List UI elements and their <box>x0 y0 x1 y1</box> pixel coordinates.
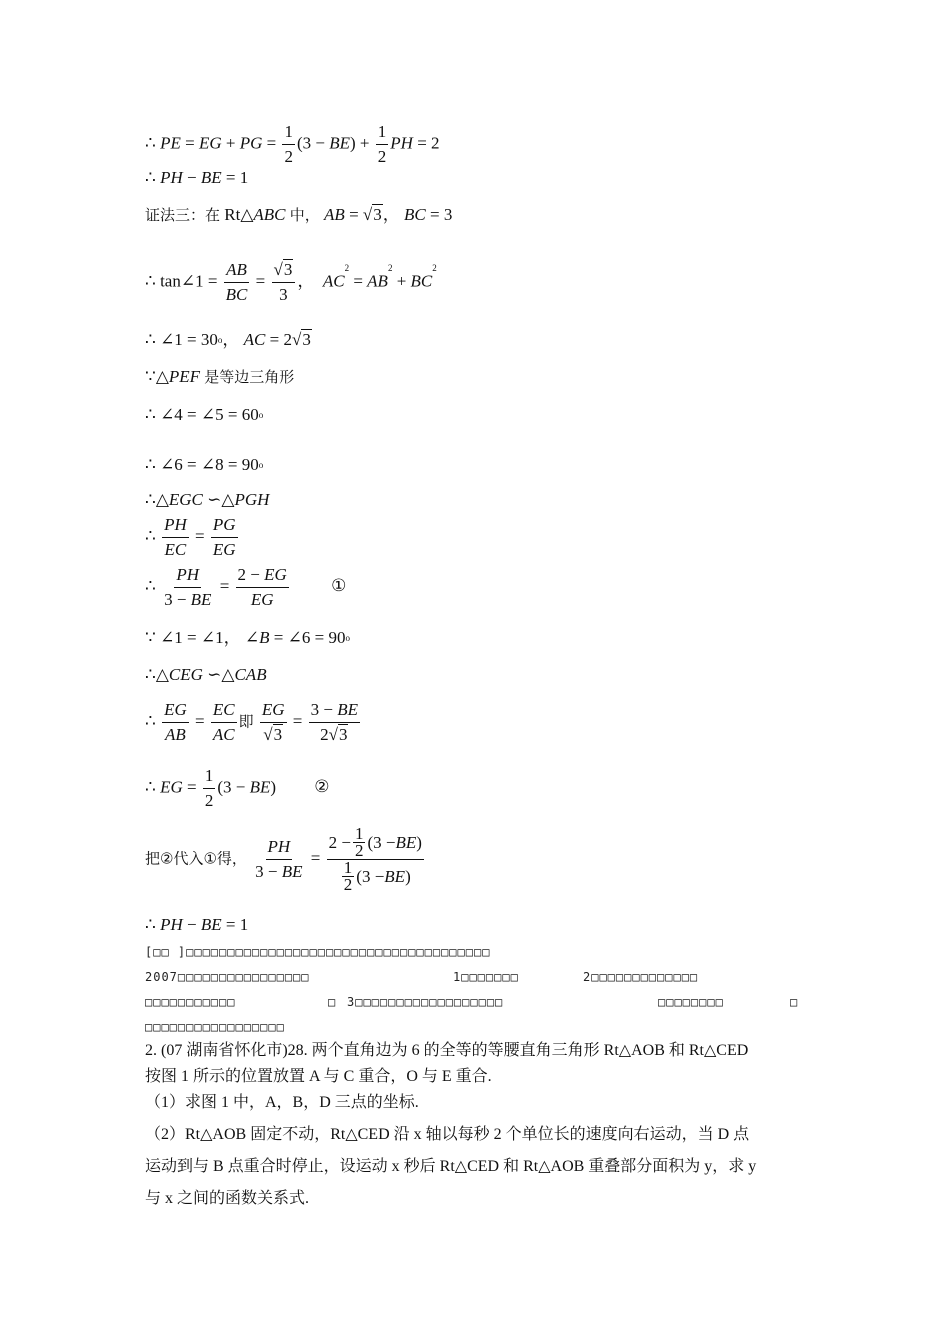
garbled-line-3: □□□□□□□□□□□ □ 3□□□□□□□□□□□□□□□□□□ □□□□□□□□ □ <box>145 995 799 1009</box>
proof-line-1: ∴ PE = EG + PG = $\frac{1}{2}$ (3 − BE) + $\frac{1}{2}$ PH = 2 <box>145 122 440 166</box>
problem-line-2: 按图 1 所示的位置放置 A 与 C 重合，O 与 E 重合. <box>145 1068 492 1085</box>
garbled-line-2: 2007□□□□□□□□□□□□□□□□ 1□□□□□□□ 2□□□□□□□□□□□□□ <box>145 970 699 984</box>
proof-line-10: ∴ $\frac{PH}{EC}$ = $\frac{PG}{EG}$ <box>145 515 236 559</box>
problem-part-2: （2）Rt△AOB 固定不动，Rt△CED 沿 x 轴以每秒 2 个单位长的速度向右运动，当 D 点 <box>145 1126 750 1143</box>
proof-line-17: ∴ PH − BE = 1 <box>145 915 249 934</box>
equation-marker-2: ② <box>314 777 330 797</box>
proof-line-14: ∴ $\frac{EG}{AB}$ = $\frac{EC}{AC}$ 即 $\frac{EG}{√3}$ = $\frac{3 - BE}{2√3}$ <box>145 700 358 744</box>
proof-line-6: ∵△PEF 是等边三角形 <box>145 367 295 386</box>
proof-line-2: ∴ PH − BE = 1 <box>145 168 249 187</box>
proof-line-7: ∴ ∠4 = ∠5 = $60^o$ <box>145 405 264 424</box>
proof-line-12: ∵ ∠1 = ∠1， ∠B = ∠6 = $90^o$ <box>145 628 350 647</box>
proof-line-5: ∴ ∠1 = $30^o$， AC = 2√3 <box>145 330 311 349</box>
problem-2 <box>145 1038 815 1212</box>
proof-line-9: ∴△EGC ∽△PGH <box>145 490 270 509</box>
proof-line-13: ∴△CEG ∽△CAB <box>145 665 267 684</box>
proof-line-8: ∴ ∠6 = ∠8 = $90^o$ <box>145 455 264 474</box>
proof-line-11: ∴ $\frac{PH}{3 - BE}$ = $\frac{2 - EG}{EG}$ ① <box>145 565 347 609</box>
method-label: 证法三：在 <box>145 206 221 224</box>
problem-line-5: 运动到与 B 点重合时停止，设运动 x 秒后 Rt△CED 和 Rt△AOB 重叠部分面积为 y，求 y <box>145 1158 757 1175</box>
proof-line-15: ∴ EG = $\frac{1}{2}$ (3 − BE) ② <box>145 766 330 810</box>
problem-line-1: 2. (07 湖南省怀化市)28. 两个直角边为 6 的全等的等腰直角三角形 Rt△AOB 和 Rt△CED <box>145 1042 749 1059</box>
garbled-line-4: □□□□□□□□□□□□□□□□□ <box>145 1020 285 1034</box>
proof-method-three: 证法三：在 Rt△ABC 中， AB = √3， BC = 3 <box>145 205 453 224</box>
garbled-line-1: [□□ ]□□□□□□□□□□□□□□□□□□□□□□□□□□□□□□□□□□□□□ <box>145 945 491 959</box>
problem-line-6: 与 x 之间的函数关系式. <box>145 1190 310 1207</box>
equation-marker-1: ① <box>331 576 347 596</box>
proof-line-16: 把②代入①得， $\frac{PH}{3 - BE}$ = 2 − $\frac{1}{2}$ (3 − BE ) $\frac{1}{2}$ (3 − BE ) <box>145 824 422 894</box>
problem-part-1: （1）求图 1 中，A，B，D 三点的坐标. <box>145 1094 419 1111</box>
proof-line-tan: ∴ tan∠1 = $\frac{AB}{BC}$ = $\frac{√3}{3}$ ， $AC^2 = AB^2 + BC^2$ <box>145 260 437 304</box>
